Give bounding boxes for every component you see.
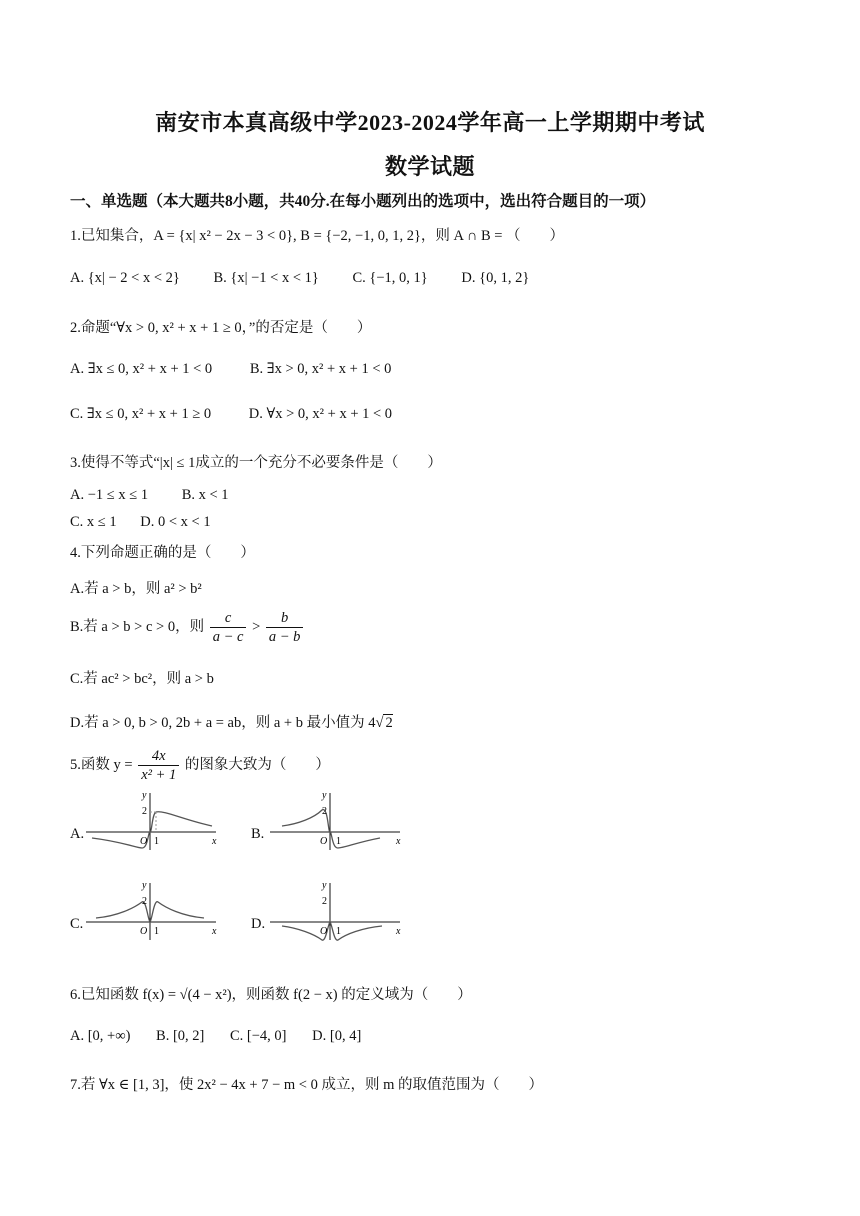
q4-option-c[interactable]: C.若 ac² > bc²，则 a > b	[70, 671, 214, 687]
two-label: 2	[322, 896, 327, 907]
q4-option-a[interactable]: A.若 a > b，则 a² > b²	[70, 581, 202, 597]
q4-d-radicand: 2	[385, 715, 393, 731]
q5-prefix: 5.函数 y =	[70, 756, 133, 773]
q6-option-c[interactable]: C. [−4, 0]	[230, 1028, 287, 1044]
q2-option-d[interactable]: D. ∀x > 0, x² + x + 1 < 0	[248, 406, 393, 422]
q5-stem	[70, 747, 330, 784]
q7-stem: 7.若 ∀x ∈ [1, 3]，使 2x² − 4x + 7 − m < 0 成立，则 m 的取值范围为（ ）	[70, 1077, 544, 1093]
q4-d-text: D.若 a > 0, b > 0, 2b + a = ab，则 a + b 最小值为 4	[70, 715, 376, 731]
q4-b-fraction-2	[266, 609, 304, 646]
q2-options-row2	[70, 406, 422, 423]
q3-option-d[interactable]: D. 0 < x < 1	[140, 514, 211, 530]
q3-options-row1	[70, 487, 259, 504]
q4-b-frac2-numerator: b	[266, 609, 304, 628]
q3-option-c[interactable]: C. x ≤ 1	[70, 514, 117, 530]
q1-options	[70, 270, 559, 287]
q6-option-a[interactable]: A. [0, +∞)	[70, 1028, 131, 1044]
section-heading: 一、单选题（本大题共8小题，共40分.在每小题列出的选项中，选出符合题目的一项）	[70, 193, 656, 210]
radical-sign: √	[375, 715, 384, 731]
q5-fraction	[138, 747, 179, 784]
y-label: y	[142, 790, 147, 801]
q2-option-b[interactable]: B. ∃x > 0, x² + x + 1 < 0	[249, 361, 392, 377]
one-label: 1	[154, 926, 159, 937]
q2-options-row1	[70, 361, 421, 378]
q1-option-c[interactable]: C. {−1, 0, 1}	[352, 270, 428, 286]
q4-stem: 4.下列命题正确的是（ ）	[70, 545, 255, 561]
one-label: 1	[154, 836, 159, 847]
q3-option-b[interactable]: B. x < 1	[181, 487, 229, 503]
q3-options-row2	[70, 514, 241, 531]
q5-numerator: 4x	[138, 747, 179, 766]
q4-option-b[interactable]	[70, 609, 305, 646]
q5-graph-b[interactable]	[268, 790, 408, 852]
origin-label: O	[140, 836, 148, 847]
q4-b-frac2-denominator: a − b	[268, 629, 301, 645]
one-label: 1	[336, 926, 341, 937]
q1-option-a[interactable]: A. {x| − 2 < x < 2}	[70, 270, 180, 286]
q2-stem: 2.命题“∀x > 0, x² + x + 1 ≥ 0，”的否定是（ ）	[70, 320, 372, 336]
exam-title: 南安市本真高级中学2023-2024学年高一上学期期中考试	[155, 110, 705, 135]
q6-option-d[interactable]: D. [0, 4]	[312, 1028, 362, 1044]
q5-label-b[interactable]: B.	[251, 826, 265, 842]
exam-subtitle: 数学试题	[384, 154, 475, 179]
two-label: 2	[322, 806, 327, 817]
x-label: x	[396, 836, 401, 847]
y-label: y	[322, 880, 327, 891]
one-label: 1	[336, 836, 341, 847]
curve	[282, 922, 382, 940]
q5-label-a[interactable]: A.	[70, 826, 85, 842]
q1-stem: 1.已知集合，A = {x| x² − 2x − 3 < 0}, B = {−2, −1, 0, 1, 2}，则 A ∩ B = （ ）	[70, 228, 565, 244]
curve	[92, 812, 212, 848]
q4-b-frac1-numerator: c	[210, 609, 247, 628]
q5-graph-a[interactable]	[84, 790, 224, 852]
y-label: y	[142, 880, 147, 891]
q4-b-frac1-denominator: a − c	[212, 629, 244, 645]
q4-b-fraction-1	[210, 609, 247, 646]
x-label: x	[396, 926, 401, 937]
q5-graph-c[interactable]	[84, 880, 224, 942]
two-label: 2	[142, 896, 147, 907]
q1-option-d[interactable]: D. {0, 1, 2}	[461, 270, 530, 286]
origin-label: O	[320, 836, 328, 847]
q3-option-a[interactable]: A. −1 ≤ x ≤ 1	[70, 487, 149, 503]
origin-label: O	[140, 926, 148, 937]
q6-option-b[interactable]: B. [0, 2]	[156, 1028, 205, 1044]
q5-denominator: x² + 1	[141, 767, 177, 783]
q3-stem: 3.使得不等式“|x| ≤ 1成立的一个充分不必要条件是（ ）	[70, 455, 442, 471]
q4-b-gt: >	[252, 618, 261, 635]
q5-label-d[interactable]: D.	[251, 916, 266, 932]
q6-options	[70, 1028, 391, 1045]
q5-label-c[interactable]: C.	[70, 916, 84, 932]
q1-option-b[interactable]: B. {x| −1 < x < 1}	[213, 270, 319, 286]
q4-option-d[interactable]	[70, 711, 393, 732]
x-label: x	[212, 926, 217, 937]
q4-b-prefix: B.若 a > b > c > 0，则	[70, 618, 205, 635]
q2-option-a[interactable]: A. ∃x ≤ 0, x² + x + 1 < 0	[70, 361, 213, 377]
q5-graph-d[interactable]	[268, 880, 408, 942]
two-label: 2	[142, 806, 147, 817]
x-label: x	[212, 836, 217, 847]
q5-suffix: 的图象大致为（ ）	[184, 756, 330, 773]
curve	[282, 810, 380, 848]
origin-label: O	[320, 926, 328, 937]
q2-option-c[interactable]: C. ∃x ≤ 0, x² + x + 1 ≥ 0	[70, 406, 212, 422]
q6-stem: 6.已知函数 f(x) = √(4 − x²)，则函数 f(2 − x) 的定义域为（ ）	[70, 987, 472, 1003]
y-label: y	[322, 790, 327, 801]
